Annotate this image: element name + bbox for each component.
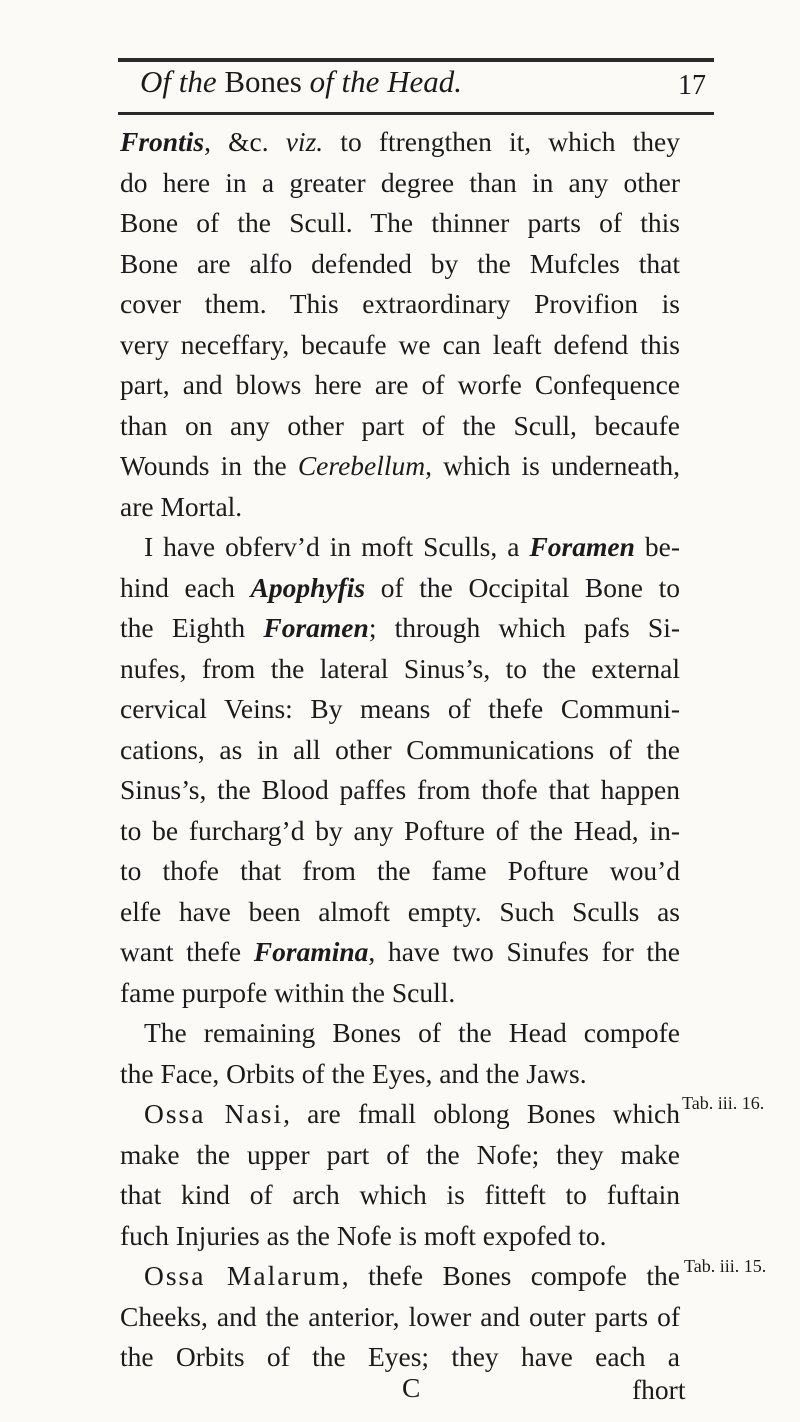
text-line: Cheeks, and the anterior, lower and outer parts of	[120, 1300, 680, 1332]
text-fragment: Foramina	[253, 936, 369, 967]
text-fragment: hind each	[120, 571, 251, 603]
text-line: cover them. This extraordinary Provifion is	[120, 288, 680, 319]
text-fragment: Ossa Malarum	[144, 1260, 342, 1291]
text-line	[120, 446, 680, 487]
text-fragment: of the Occipital Bone to	[365, 571, 681, 603]
text-line: to thofe that from the fame Pofture wou’d	[120, 855, 680, 886]
text-line: part, and blows here are of worfe Confequence	[120, 369, 680, 400]
text-line: that kind of arch which is fitteft to fuftain	[120, 1179, 680, 1210]
text-fragment: viz.	[285, 126, 324, 157]
text-line: The remaining Bones of the Head compofe	[144, 1017, 680, 1048]
catchword: fhort	[632, 1374, 686, 1405]
text-line	[120, 568, 680, 609]
text-fragment: to ftrengthen it, which they	[323, 126, 680, 157]
text-line: than on any other part of the Scull, becaufe	[120, 409, 680, 441]
text-line: very neceffary, becaufe we can leaft defend this	[120, 328, 680, 360]
text-fragment: want thefe	[120, 936, 254, 967]
signature-mark: C	[402, 1372, 421, 1403]
text-line: fame purpofe within the Scull.	[120, 976, 456, 1008]
text-fragment: Apophyfis	[250, 571, 366, 603]
text-fragment: , which is underneath,	[425, 450, 680, 481]
text-line: to be furcharg’d by any Pofture of the Head, in-	[120, 814, 680, 846]
text-line	[120, 122, 680, 163]
text-line: cervical Veins: By means of thefe Communi-	[120, 693, 680, 724]
body-text	[120, 122, 680, 1378]
text-line: the Orbits of the Eyes; they have each a	[120, 1341, 680, 1372]
text-line: do here in a greater degree than in any other	[120, 166, 680, 198]
text-fragment: Cerebellum	[297, 450, 426, 481]
running-head	[140, 64, 462, 100]
header-rule	[118, 112, 714, 115]
text-fragment: ; through which pafs Si-	[368, 612, 680, 643]
text-fragment: Wounds in the	[120, 450, 298, 481]
running-head-part: Of the	[140, 64, 217, 99]
text-line: make the upper part of the Nofe; they make	[120, 1138, 680, 1170]
page-number: 17	[678, 70, 706, 101]
text-fragment: Ossa Nasi	[144, 1098, 284, 1129]
text-line	[120, 527, 680, 568]
text-line	[120, 932, 680, 973]
text-fragment: , thefe Bones compofe the	[341, 1260, 681, 1291]
text-line: nufes, from the lateral Sinus’s, to the external	[120, 652, 680, 684]
top-rule	[118, 58, 714, 62]
text-fragment: , &c.	[204, 126, 286, 157]
running-head-part: Bones	[224, 64, 302, 99]
text-line: Sinus’s, the Blood paffes from thofe that happen	[120, 774, 680, 805]
text-fragment: I have obferv’d in moft Sculls, a	[144, 531, 530, 562]
text-fragment: Foramen	[263, 612, 369, 643]
text-line: cations, as in all other Communications of the	[120, 733, 680, 765]
text-line: the Face, Orbits of the Eyes, and the Jaws.	[120, 1057, 587, 1089]
text-line: are Mortal.	[120, 490, 243, 522]
text-fragment: , are fmall oblong Bones which	[283, 1098, 680, 1129]
text-fragment: the Eighth	[120, 612, 264, 643]
text-line	[120, 1094, 680, 1135]
text-fragment: , have two Sinufes for the	[368, 936, 680, 967]
text-line: fuch Injuries as the Nofe is moft expofed to.	[120, 1219, 607, 1251]
text-fragment: Foramen	[529, 531, 635, 562]
text-fragment: Frontis	[120, 126, 205, 157]
text-line: Bone of the Scull. The thinner parts of this	[120, 207, 680, 238]
running-head-part: of the	[309, 64, 380, 99]
margin-note: Tab. iii. 15.	[684, 1256, 767, 1276]
text-line: elfe have been almoft empty. Such Sculls as	[120, 895, 680, 927]
text-line	[120, 608, 680, 649]
running-head-part: Head.	[387, 64, 463, 99]
margin-note: Tab. iii. 16.	[682, 1093, 765, 1113]
page-header	[0, 64, 800, 114]
text-fragment: be-	[634, 531, 680, 562]
text-line	[120, 1256, 680, 1297]
text-line: Bone are alfo defended by the Mufcles that	[120, 247, 680, 279]
